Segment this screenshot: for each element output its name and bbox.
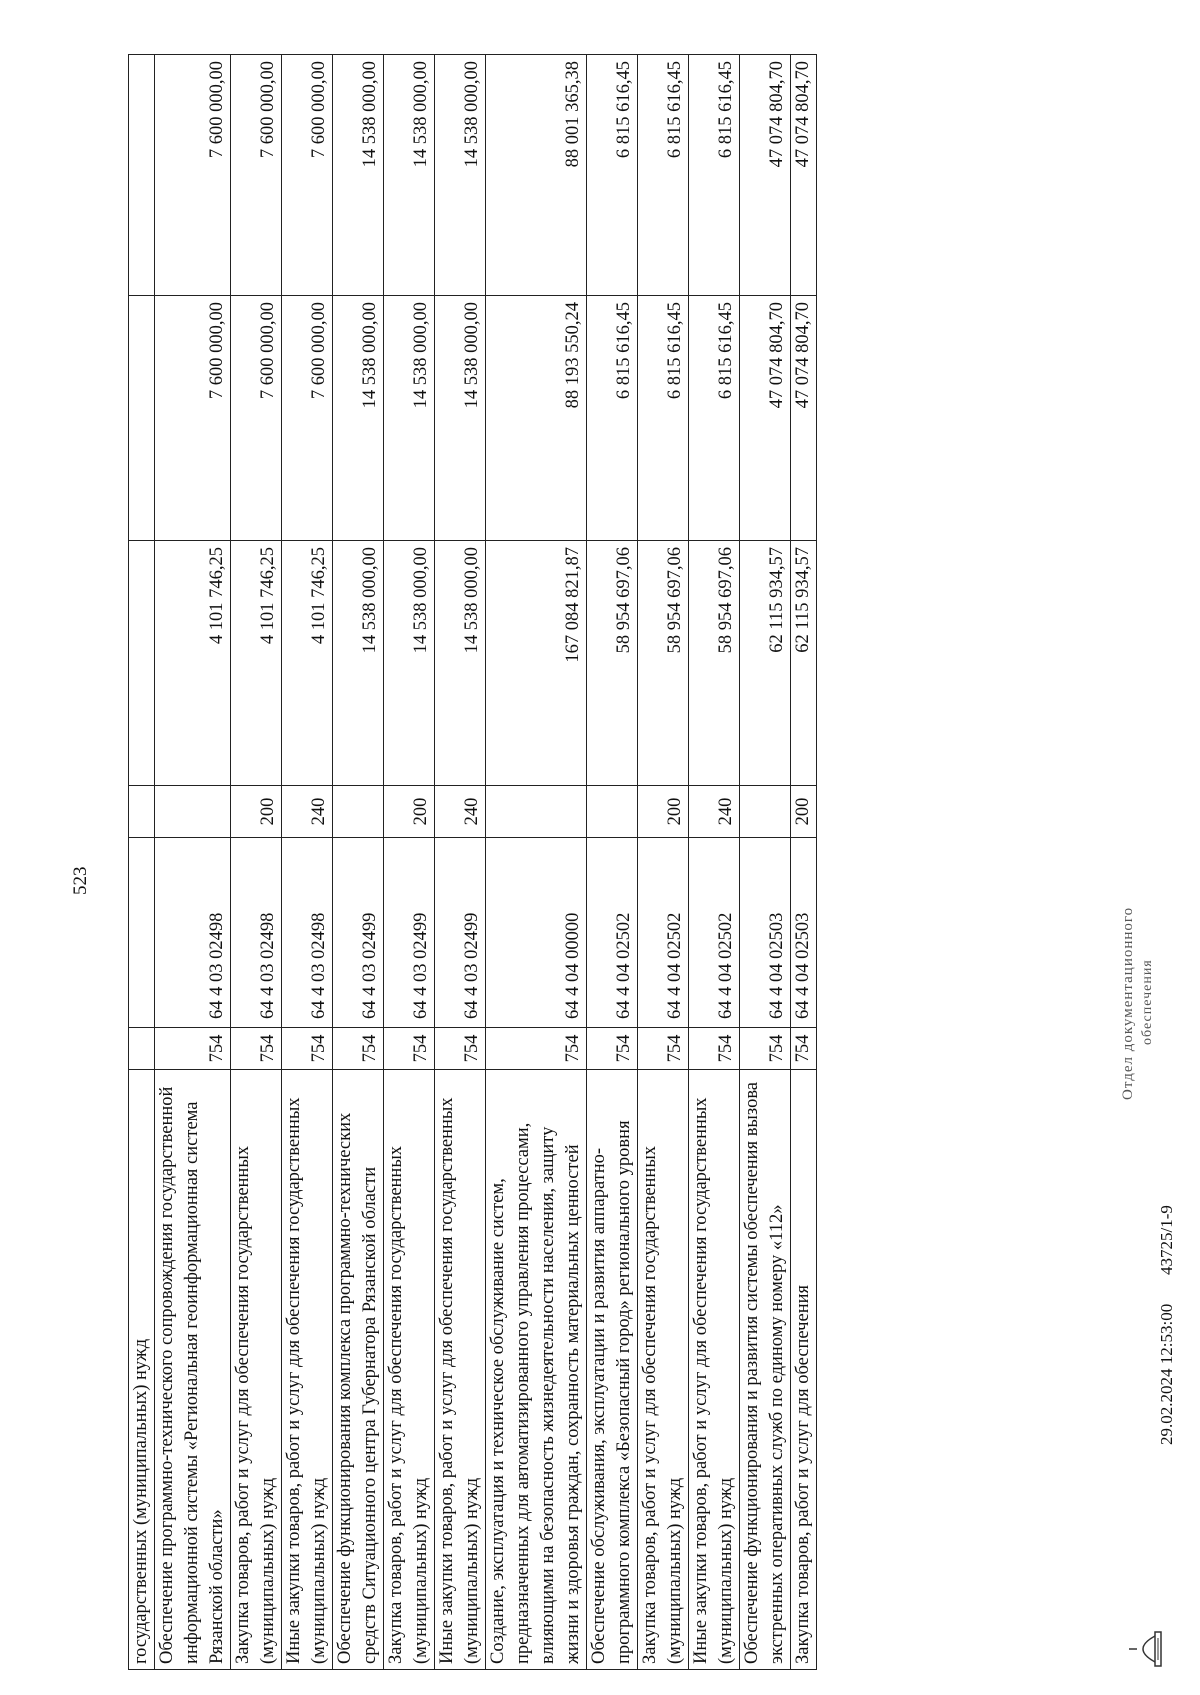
row-grbs-cell: 754 <box>689 1028 740 1070</box>
row-name-cell: Обеспечение обслуживания, эксплуатации и развития аппаратно-программного комплекса «Безопасный город» регионального уровня <box>587 1070 638 1670</box>
stamp-line-1: Отдел документационного <box>1120 906 1136 1100</box>
row-sum-year1-cell: 4 101 746,25 <box>231 541 282 786</box>
table-row <box>384 55 435 1670</box>
row-name-cell: Закупка товаров, работ и услуг для обеспечения государственных (муниципальных) нужд <box>231 1070 282 1670</box>
footer-document-code: 43725/1-9 <box>1157 1205 1176 1275</box>
row-sum-year3-cell: 14 538 000,00 <box>435 55 486 296</box>
row-sum-year3-cell <box>129 55 155 296</box>
row-sum-year1-cell: 14 538 000,00 <box>384 541 435 786</box>
row-sum-year2-cell: 14 538 000,00 <box>333 296 384 541</box>
row-sum-year2-cell: 6 815 616,45 <box>689 296 740 541</box>
row-sum-year1-cell: 62 115 934,57 <box>791 541 817 786</box>
row-sum-year1-cell: 58 954 697,06 <box>638 541 689 786</box>
row-sum-year2-cell: 47 074 804,70 <box>740 296 791 541</box>
row-name-cell: Создание, эксплуатация и техническое обслуживание систем, предназначенных для автоматизированного управления процессами, влияющими на безопасность жизнедеятельности населения, защиту жизни и здоровья граждан, сохранность материальных ценностей <box>486 1070 587 1670</box>
row-grbs-cell: 754 <box>486 1028 587 1070</box>
table-row <box>231 55 282 1670</box>
row-name-cell: Обеспечение программно-технического сопровождения государственной информационной системы «Региональная геоинформационная система Рязанской области» <box>155 1070 231 1670</box>
row-csr-cell: 64 4 03 02499 <box>384 838 435 1028</box>
row-grbs-cell: 754 <box>384 1028 435 1070</box>
row-sum-year3-cell: 6 815 616,45 <box>638 55 689 296</box>
row-sum-year3-cell: 7 600 000,00 <box>155 55 231 296</box>
row-name-cell: Иные закупки товаров, работ и услуг для обеспечения государственных (муниципальных) нужд <box>435 1070 486 1670</box>
row-vr-cell <box>155 786 231 838</box>
row-sum-year2-cell: 47 074 804,70 <box>791 296 817 541</box>
row-csr-cell: 64 4 04 02502 <box>587 838 638 1028</box>
row-grbs-cell: 754 <box>791 1028 817 1070</box>
table-row <box>638 55 689 1670</box>
row-csr-cell: 64 4 03 02498 <box>231 838 282 1028</box>
row-sum-year1-cell <box>129 541 155 786</box>
row-csr-cell: 64 4 04 02503 <box>740 838 791 1028</box>
row-vr-cell: 200 <box>791 786 817 838</box>
table-row <box>129 55 155 1670</box>
row-sum-year3-cell: 14 538 000,00 <box>333 55 384 296</box>
row-sum-year1-cell: 14 538 000,00 <box>435 541 486 786</box>
row-vr-cell: 240 <box>282 786 333 838</box>
row-name-cell: Закупка товаров, работ и услуг для обеспечения государственных (муниципальных) нужд <box>638 1070 689 1670</box>
footer-date: 29.02.2024 12:53:00 <box>1157 1303 1176 1445</box>
row-sum-year2-cell: 6 815 616,45 <box>638 296 689 541</box>
row-vr-cell: 240 <box>435 786 486 838</box>
row-csr-cell: 64 4 04 00000 <box>486 838 587 1028</box>
row-sum-year2-cell: 7 600 000,00 <box>155 296 231 541</box>
table-row <box>486 55 587 1670</box>
row-vr-cell <box>333 786 384 838</box>
row-csr-cell: 64 4 03 02498 <box>282 838 333 1028</box>
row-grbs-cell <box>129 1028 155 1070</box>
table-body <box>129 55 817 1670</box>
row-vr-cell <box>486 786 587 838</box>
row-vr-cell <box>587 786 638 838</box>
row-vr-cell: 200 <box>638 786 689 838</box>
row-sum-year1-cell: 58 954 697,06 <box>689 541 740 786</box>
row-sum-year2-cell: 14 538 000,00 <box>435 296 486 541</box>
row-name-cell: Обеспечение функционирования и развития системы обеспечения вызова экстренных оперативных служб по единому номеру «112» <box>740 1070 791 1670</box>
row-csr-cell: 64 4 04 02503 <box>791 838 817 1028</box>
row-grbs-cell: 754 <box>155 1028 231 1070</box>
table-row <box>791 55 817 1670</box>
row-sum-year2-cell: 7 600 000,00 <box>282 296 333 541</box>
row-vr-cell: 200 <box>231 786 282 838</box>
row-name-cell: Иные закупки товаров, работ и услуг для обеспечения государственных (муниципальных) нужд <box>282 1070 333 1670</box>
row-sum-year3-cell: 47 074 804,70 <box>740 55 791 296</box>
row-csr-cell: 64 4 03 02499 <box>435 838 486 1028</box>
row-sum-year1-cell: 4 101 746,25 <box>282 541 333 786</box>
row-sum-year3-cell: 88 001 365,38 <box>486 55 587 296</box>
row-grbs-cell: 754 <box>231 1028 282 1070</box>
row-sum-year3-cell: 47 074 804,70 <box>791 55 817 296</box>
row-sum-year3-cell: 7 600 000,00 <box>231 55 282 296</box>
row-grbs-cell: 754 <box>435 1028 486 1070</box>
row-sum-year2-cell: 7 600 000,00 <box>231 296 282 541</box>
budget-table <box>128 54 817 1670</box>
row-sum-year3-cell: 14 538 000,00 <box>384 55 435 296</box>
table-row <box>587 55 638 1670</box>
row-csr-cell: 64 4 03 02499 <box>333 838 384 1028</box>
state-emblem-icon <box>1125 1628 1165 1670</box>
row-sum-year3-cell: 6 815 616,45 <box>587 55 638 296</box>
row-vr-cell: 240 <box>689 786 740 838</box>
row-grbs-cell: 754 <box>638 1028 689 1070</box>
table-row <box>333 55 384 1670</box>
row-sum-year1-cell: 167 084 821,87 <box>486 541 587 786</box>
row-vr-cell: 200 <box>384 786 435 838</box>
row-vr-cell <box>740 786 791 838</box>
row-sum-year1-cell: 58 954 697,06 <box>587 541 638 786</box>
row-sum-year3-cell: 7 600 000,00 <box>282 55 333 296</box>
table-row <box>435 55 486 1670</box>
row-vr-cell <box>129 786 155 838</box>
row-name-cell: Обеспечение функционирования комплекса программно-технических средств Ситуационного центра Губернатора Рязанской области <box>333 1070 384 1670</box>
row-csr-cell: 64 4 04 02502 <box>638 838 689 1028</box>
row-csr-cell: 64 4 04 02502 <box>689 838 740 1028</box>
row-csr-cell <box>129 838 155 1028</box>
page-number: 523 <box>70 866 91 895</box>
row-sum-year2-cell: 14 538 000,00 <box>384 296 435 541</box>
row-name-cell: Иные закупки товаров, работ и услуг для обеспечения государственных (муниципальных) нужд <box>689 1070 740 1670</box>
row-sum-year3-cell: 6 815 616,45 <box>689 55 740 296</box>
row-name-cell: Закупка товаров, работ и услуг для обеспечения государственных (муниципальных) нужд <box>384 1070 435 1670</box>
row-sum-year1-cell: 62 115 934,57 <box>740 541 791 786</box>
row-sum-year1-cell: 4 101 746,25 <box>155 541 231 786</box>
stamp-line-2: обеспечения <box>1140 959 1155 1045</box>
row-grbs-cell: 754 <box>740 1028 791 1070</box>
row-sum-year2-cell: 88 193 550,24 <box>486 296 587 541</box>
row-name-cell: государственных (муниципальных) нужд <box>129 1070 155 1670</box>
row-sum-year2-cell <box>129 296 155 541</box>
table-row <box>282 55 333 1670</box>
row-name-cell: Закупка товаров, работ и услуг для обеспечения <box>791 1070 817 1670</box>
row-grbs-cell: 754 <box>587 1028 638 1070</box>
row-sum-year2-cell: 6 815 616,45 <box>587 296 638 541</box>
row-csr-cell: 64 4 03 02498 <box>155 838 231 1028</box>
table-row <box>689 55 740 1670</box>
row-sum-year1-cell: 14 538 000,00 <box>333 541 384 786</box>
table-row <box>155 55 231 1670</box>
row-grbs-cell: 754 <box>333 1028 384 1070</box>
table-row <box>740 55 791 1670</box>
row-grbs-cell: 754 <box>282 1028 333 1070</box>
